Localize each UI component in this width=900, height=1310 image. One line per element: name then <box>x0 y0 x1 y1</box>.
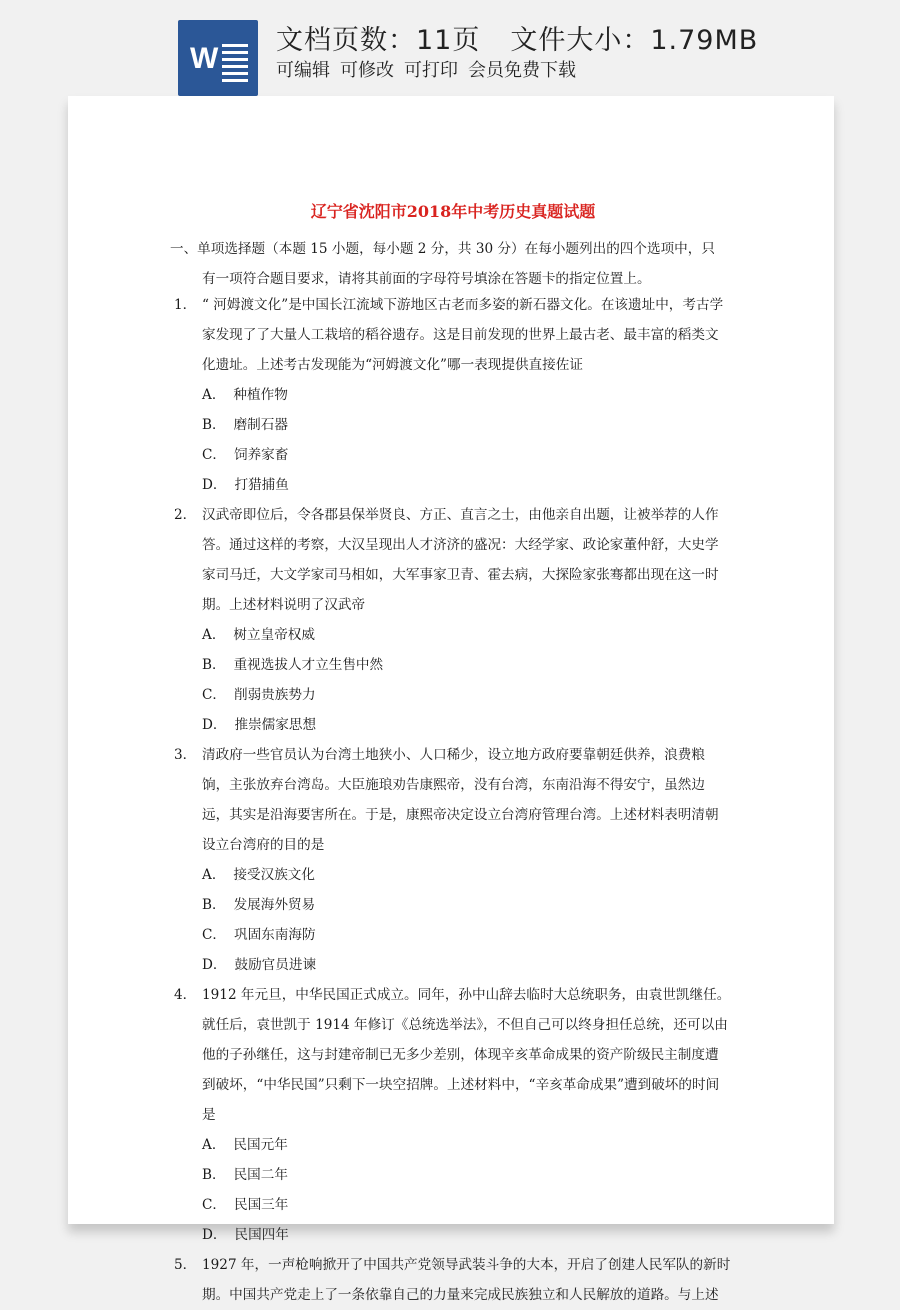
option-text: 发展海外贸易 <box>233 897 316 913</box>
option-label: A． <box>202 867 226 883</box>
option-text: 树立皇帝权威 <box>233 627 315 643</box>
answer-option <box>202 1220 472 1250</box>
answer-option <box>202 710 472 740</box>
option-label: C． <box>202 927 226 943</box>
option-label: D． <box>202 477 227 493</box>
question-text: “ 河姆渡文化”是中国长江流域下游地区古老而多姿的新石器文化。在该遗址中，考古学家发现了了大量人工栽培的稻谷遗存。这是目前发现的世界上最古老、最丰富的稻类文化遗址。上述考古发现能为“河姆渡文化”哪一表现提供直接佐证 <box>202 297 724 373</box>
option-text: 民国元年 <box>233 1137 288 1153</box>
answer-option <box>202 470 472 500</box>
feature-member-download: 会员免费下载 <box>468 60 576 81</box>
option-text: 饲养家畜 <box>234 447 289 463</box>
option-label: C． <box>202 1197 226 1213</box>
answer-option <box>202 1160 472 1190</box>
file-size: 文件大小：1.79MB <box>510 25 759 56</box>
option-text: 推崇儒家思想 <box>234 717 317 733</box>
question-list <box>174 290 732 1310</box>
option-group <box>174 620 732 740</box>
option-text: 种植作物 <box>233 387 288 403</box>
question-number: 3． <box>174 747 197 763</box>
feature-modifiable: 可修改 <box>340 60 394 81</box>
document-title: 辽宁省沈阳市2018年中考历史真题试题 <box>310 202 596 221</box>
answer-option <box>202 680 472 710</box>
option-label: D． <box>202 1227 227 1243</box>
question-text: 1912 年元旦，中华民国正式成立。同年，孙中山辞去临时大总统职务，由袁世凯继任。就任后，袁世凯于 1914 年修订《总统选举法》，不但自己可以终身担任总统，还可以由他的子孙继任，这与封建帝制已无多少差别，体现辛亥革命成果的资产阶级民主制度遭到破坏，“中华民国”只剩下一块空招牌。上述材料中，“辛亥革命成果”遭到破坏的时间是 <box>202 987 731 1123</box>
answer-option <box>202 950 472 980</box>
option-label: B． <box>202 417 226 433</box>
question-stem <box>174 1250 732 1310</box>
download-banner <box>0 0 900 96</box>
question-stem <box>174 980 732 1130</box>
question-3 <box>174 740 732 980</box>
option-label: B． <box>202 897 226 913</box>
question-number: 2． <box>174 507 197 523</box>
question-number: 1． <box>174 297 197 313</box>
answer-option <box>202 1130 472 1160</box>
option-text: 打猎捕鱼 <box>234 477 289 493</box>
feature-list <box>276 56 586 82</box>
option-text: 磨制石器 <box>233 417 288 433</box>
question-text: 汉武帝即位后，令各郡县保举贤良、方正、直言之士，由他亲自出题，让被举荐的人作答。通过这样的考察，大汉呈现出人才济济的盛况：大经学家、政论家董仲舒，大史学家司马迁，大文学家司马相如，大军事家卫青、霍去病，大探险家张骞都出现在这一时期。上述材料说明了汉武帝 <box>202 507 719 613</box>
option-text: 重视选拔人才立生售中然 <box>233 657 384 673</box>
option-label: B． <box>202 1167 226 1183</box>
option-text: 民国二年 <box>233 1167 288 1183</box>
answer-option <box>202 380 472 410</box>
answer-option <box>202 920 472 950</box>
option-group <box>174 380 732 500</box>
option-label: B． <box>202 657 226 673</box>
feature-printable: 可打印 <box>404 60 458 81</box>
option-label: C． <box>202 687 226 703</box>
file-meta <box>276 18 758 57</box>
section-heading-line: 有一项符合题目要求，请将其前面的字母符号填涂在答题卡的指定位置上。 <box>202 271 651 287</box>
option-text: 民国三年 <box>234 1197 289 1213</box>
question-stem <box>174 500 732 620</box>
answer-option <box>202 1190 472 1220</box>
option-text: 民国四年 <box>234 1227 289 1243</box>
question-stem <box>174 290 732 380</box>
answer-option <box>202 860 472 890</box>
answer-option <box>202 440 472 470</box>
question-1 <box>174 290 732 500</box>
answer-option <box>202 650 472 680</box>
option-text: 接受汉族文化 <box>233 867 315 883</box>
question-stem <box>174 740 732 860</box>
question-text: 1927 年，一声枪响掀开了中国共产党领导武装斗争的大本，开启了创建人民军队的新时期。中国共产党走上了一条依靠自己的力量来完成民族独立和人民解放的道路。与上述 <box>202 1257 731 1303</box>
question-5 <box>174 1250 732 1310</box>
document-page <box>68 96 834 1303</box>
option-label: A． <box>202 627 226 643</box>
question-2 <box>174 500 732 740</box>
option-text: 鼓励官员进谏 <box>234 957 317 973</box>
answer-option <box>202 890 472 920</box>
option-label: A． <box>202 1137 226 1153</box>
option-label: C． <box>202 447 226 463</box>
page-count: 文档页数：11页 <box>276 25 481 56</box>
option-text: 巩固东南海防 <box>234 927 316 943</box>
answer-option <box>202 620 472 650</box>
question-number: 4． <box>174 987 197 1003</box>
option-group <box>174 860 732 980</box>
answer-option <box>202 410 472 440</box>
option-label: A． <box>202 387 226 403</box>
option-label: D． <box>202 957 227 973</box>
option-text: 削弱贵族势力 <box>234 687 316 703</box>
section-instructions <box>170 234 730 294</box>
option-label: D． <box>202 717 227 733</box>
feature-editable: 可编辑 <box>276 60 330 81</box>
option-group <box>174 1130 732 1250</box>
word-document-icon: W <box>178 20 258 96</box>
question-number: 5． <box>174 1257 197 1273</box>
question-text: 清政府一些官员认为台湾土地狭小、人口稀少，设立地方政府要靠朝廷供养，浪费粮饷，主张放弃台湾岛。大臣施琅劝告康熙帝，没有台湾，东南沿海不得安宁，虽然边远，其实是沿海要害所在。于是，康熙帝决定设立台湾府管理台湾。上述材料表明清朝设立台湾府的目的是 <box>202 747 719 853</box>
section-heading-line: 一、单项选择题（本题 15 小题，每小题 2 分，共 30 分）在每小题列出的四个选项中，只 <box>170 241 715 257</box>
question-4 <box>174 980 732 1250</box>
